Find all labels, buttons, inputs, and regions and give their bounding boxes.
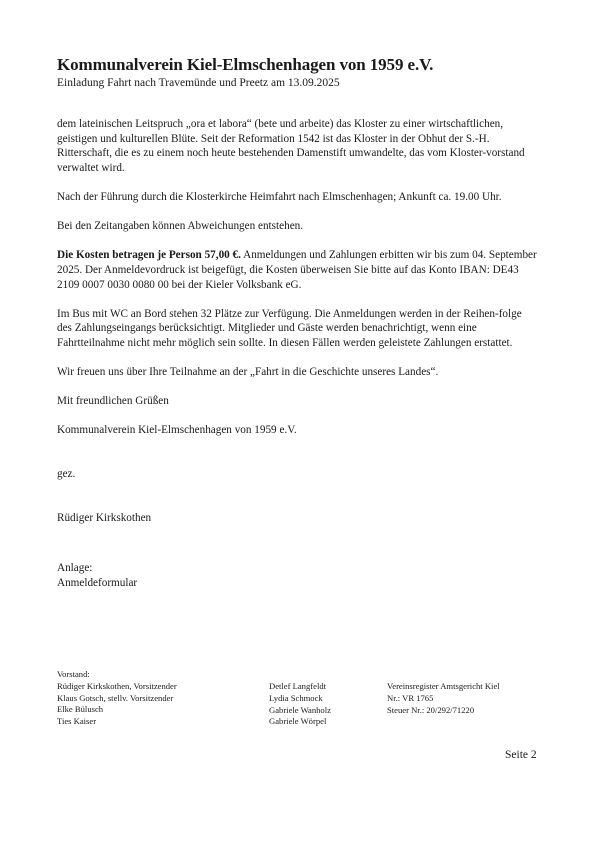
organization-name: Kommunalverein Kiel-Elmschenhagen von 1959 e.V. xyxy=(57,424,297,437)
greeting: Mit freundlichen Grüßen xyxy=(57,395,169,408)
paragraph-closing: Wir freuen uns über Ihre Teilnahme an der „Fahrt in die Geschichte unseres Landes“. xyxy=(57,366,439,379)
paragraph-time-note: Bei den Zeitangaben können Abweichungen entstehen. xyxy=(57,220,304,233)
footer-board-column-1 xyxy=(57,669,262,728)
letter-title: Kommunalverein Kiel-Elmschenhagen von 1959 e.V. xyxy=(57,55,434,74)
paragraph-costs xyxy=(57,248,539,292)
tax-number: Steuer Nr.: 20/292/71220 xyxy=(387,704,475,715)
costs-details: Anmeldungen und Zahlungen erbitten wir bis zum 04. September 2025. Der Anmeldevordruck ist beigefügt, die Kosten überweisen Sie bitte auf das Konto IBAN: DE43 2109 0007 0030 0080 00 bei der Kieler Volksbank eG. xyxy=(57,249,537,291)
spacer xyxy=(57,453,539,468)
board-member: Detlef Langfeldt xyxy=(269,681,327,691)
signed-marker: gez. xyxy=(57,468,76,481)
board-member: Lydia Schmock xyxy=(269,692,323,703)
board-label: Vorstand: xyxy=(57,669,90,679)
footer-registry-column xyxy=(387,681,539,716)
costs-highlight: Die Kosten betragen je Person 57,00 €. xyxy=(57,249,241,262)
paragraph-bus-seats: Im Bus mit WC an Bord stehen 32 Plätze zur Verfügung. Die Anmeldungen werden in der Reihen-folge des Zahlungseingangs berücksichtigt. Mitglieder und Gäste werden benachrichtigt, wenn eine Fahrtteilnahme nicht mehr möglich sein sollte. In diesen Fällen werden geleistete Zahlungen erstattet. xyxy=(57,307,522,349)
letter-body xyxy=(57,117,539,540)
page-number: Seite 2 xyxy=(505,749,537,761)
board-member: Rüdiger Kirkskothen, Vorsitzender xyxy=(57,680,177,691)
board-member: Elke Bülusch xyxy=(57,704,104,715)
registry-number: Nr.: VR 1765 xyxy=(387,692,434,703)
attachment-item: Anmeldeformular xyxy=(57,576,138,589)
footer-board-column-2 xyxy=(269,681,379,728)
attachment-block xyxy=(57,561,137,590)
registry-court: Vereinsregister Amtsgericht Kiel xyxy=(387,681,500,691)
board-member: Gabriele Wörpel xyxy=(269,716,327,727)
letter-subtitle: Einladung Fahrt nach Travemünde und Preetz am 13.09.2025 xyxy=(57,77,340,89)
attachment-label: Anlage: xyxy=(57,562,93,574)
signer-name: Rüdiger Kirkskothen xyxy=(57,512,152,525)
spacer xyxy=(57,496,539,511)
board-member: Gabriele Wanholz xyxy=(269,704,331,715)
board-member: Klaus Gotsch, stellv. Vorsitzender xyxy=(57,692,174,703)
board-member: Ties Kaiser xyxy=(57,716,97,727)
paragraph-return-trip: Nach der Führung durch die Klosterkirche Heimfahrt nach Elmschenhagen; Ankunft ca. 19.00 Uhr. xyxy=(57,190,502,203)
paragraph-history: dem lateinischen Leitspruch „ora et labora“ (bete und arbeite) das Kloster zu einer wirtschaftlichen, geistigen und kulturellen Blüte. Seit der Reformation 1542 ist das Kloster in der Obhut der S.-H. Ritterschaft, die es zu einem noch heute bestehenden Damenstift umwandelte, das vom Kloster-vorstand verwaltet wird. xyxy=(57,118,525,174)
